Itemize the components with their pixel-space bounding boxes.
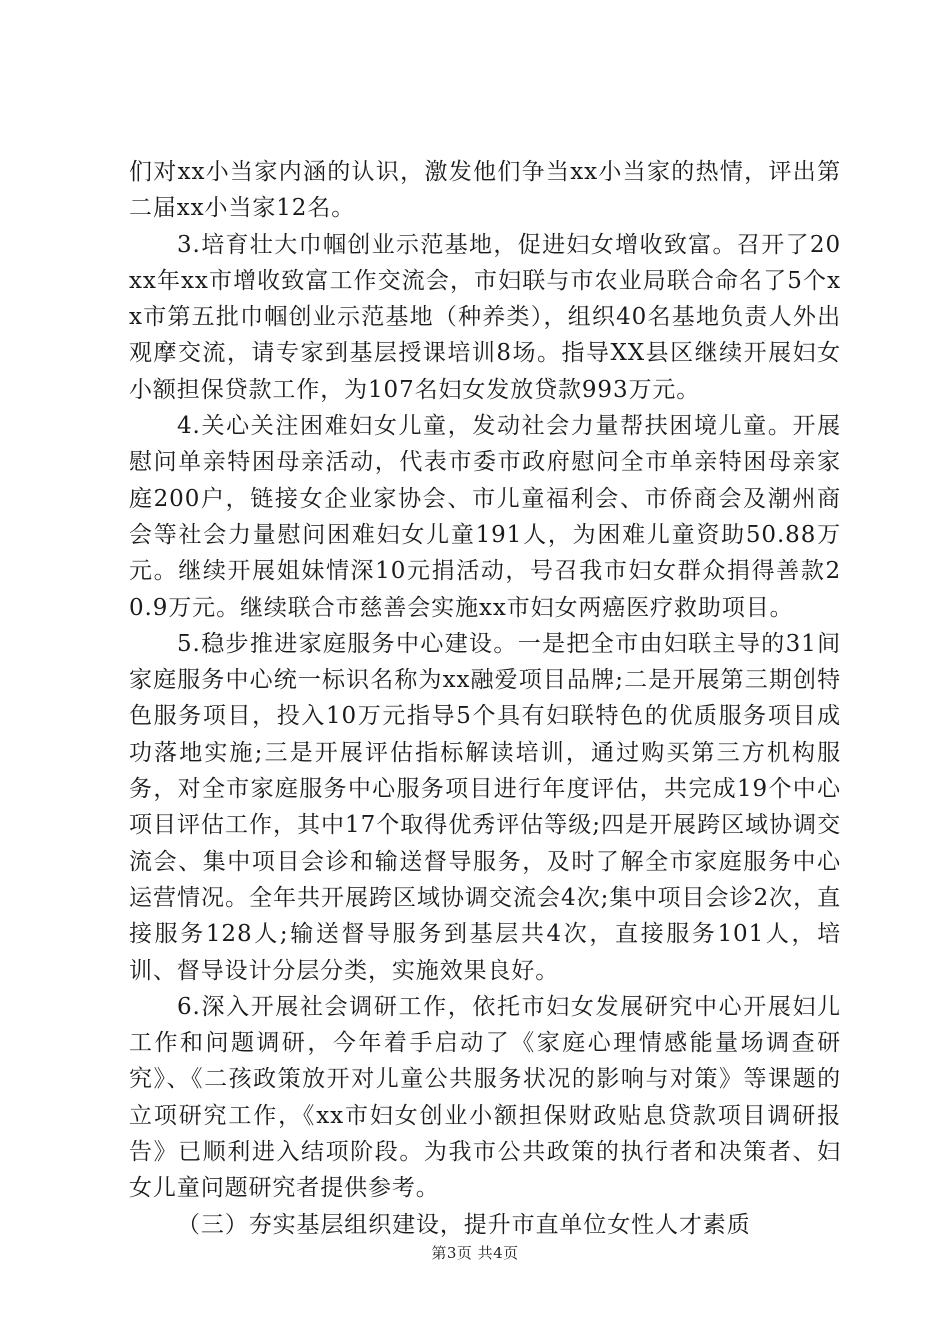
paragraph-item-4: 4.关心关注困难妇女儿童，发动社会力量帮扶困境儿童。开展慰问单亲特困母亲活动，代表市委市政府慰问全市单亲特困母亲家庭200户，链接女企业家协会、市儿童福利会、市侨商会及潮州商会等社会力量慰问困难妇女儿童191人，为困难儿童资助50.88万元。继续开展姐妹情深10元捐活动，号召我市妇女群众捐得善款20.9万元。继续联合市慈善会实施xx市妇女两癌医疗救助项目。: [129, 413, 841, 621]
paragraph-item-5: 5.稳步推进家庭服务中心建设。一是把全市由妇联主导的31间家庭服务中心统一标识名称为xx融爱项目品牌;二是开展第三期创特色服务项目，投入10万元指导5个具有妇联特色的优质服务项目成功落地实施;三是开展评估指标解读培训，通过购买第三方机构服务，对全市家庭服务中心服务项目进行年度评估，共完成19个中心项目评估工作，其中17个取得优秀评估等级;四是开展跨区域协调交流会、集中项目会诊和输送督导服务，及时了解全市家庭服务中心运营情况。全年共开展跨区域协调交流会4次;集中项目会诊2次，直接服务128人;输送督导服务到基层共4次，直接服务101人，培训、督导设计分层分类，实施效果良好。: [129, 630, 841, 984]
paragraph-item-6: 6.深入开展社会调研工作，依托市妇女发展研究中心开展妇儿工作和问题调研，今年着手启动了《家庭心理情感能量场调查研究》、《二孩政策放开对儿童公共服务状况的影响与对策》等课题的立项研究工作，《xx市妇女创业小额担保财政贴息贷款项目调研报告》已顺利进入结项阶段。为我市公共政策的执行者和决策者、妇女儿童问题研究者提供参考。: [129, 993, 841, 1202]
document-body: [129, 154, 841, 1243]
paragraph-continuation: 们对xx小当家内涵的认识，激发他们争当xx小当家的热情，评出第二届xx小当家12名。: [129, 159, 841, 222]
section-heading: （三）夯实基层组织建设，提升市直单位女性人才素质: [177, 1211, 751, 1238]
paragraph-item-3: 3.培育壮大巾帼创业示范基地，促进妇女增收致富。召开了20xx年xx市增收致富工作交流会，市妇联与市农业局联合命名了5个xx市第五批巾帼创业示范基地（种养类），组织40名基地负责人外出观摩交流，请专家到基层授课培训8场。指导XX县区继续开展妇女小额担保贷款工作，为107名妇女发放贷款993万元。: [129, 231, 841, 403]
page-footer: 第3页 共4页: [431, 1244, 519, 1262]
